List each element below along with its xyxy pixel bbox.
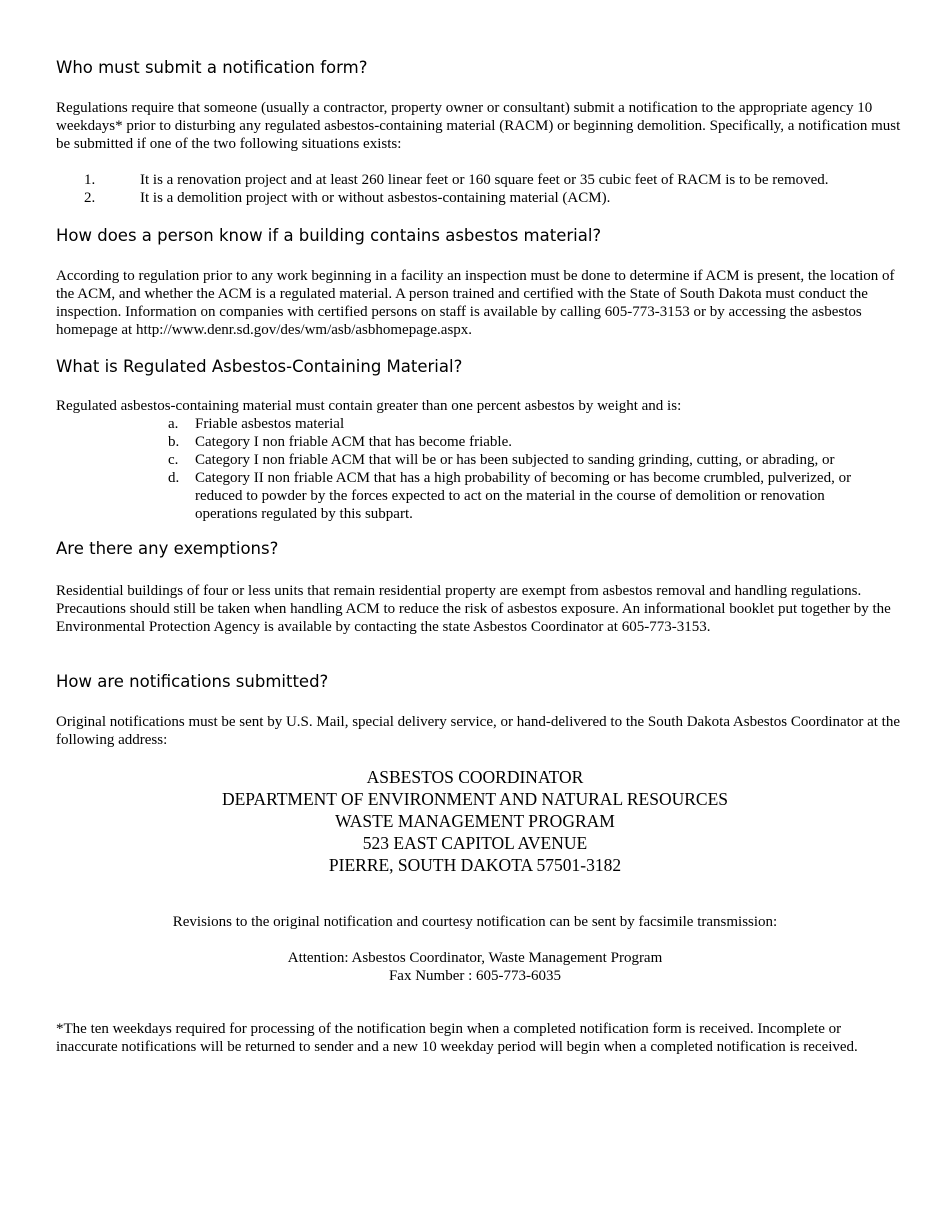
heading-who-must-submit: Who must submit a notification form? [56, 58, 368, 77]
address-line: ASBESTOS COORDINATOR [366, 767, 584, 787]
address-line: PIERRE, SOUTH DAKOTA 57501-3182 [328, 855, 622, 875]
exemptions-body: Residential buildings of four or less units that remain residential property are exempt from asbestos removal and handling regulations. Precautions should still be taken when handling ACM to reduce the risk of asbestos exposure. An informational booklet put together by the Environmental Protection Agency is available by contacting the state Asbestos Coordinator at 605-773-3153. [56, 583, 891, 635]
heading-exemptions: Are there any exemptions? [56, 539, 279, 558]
address-line: DEPARTMENT OF ENVIRONMENT AND NATURAL RESOURCES [221, 789, 728, 809]
fax-intro: Revisions to the original notification and courtesy notification can be sent by facsimile transmission: [172, 914, 778, 930]
list-item-letter: b. [168, 434, 180, 450]
heading-how-submitted: How are notifications submitted? [56, 672, 329, 691]
list-item-text: It is a renovation project and at least 260 linear feet or 160 square feet or 35 cubic feet of RACM is to be removed. [140, 172, 829, 188]
who-must-submit-body: Regulations require that someone (usually a contractor, property owner or consultant) submit a notification to the appropriate agency 10 weekdays* prior to disturbing any regulated asbestos-containing material (RACM) or beginning demolition. Specifically, a notification must be submitted if one of the two following situations exists: [56, 100, 901, 152]
fax-attention: Attention: Asbestos Coordinator, Waste Management Program [287, 950, 663, 966]
address-line: 523 EAST CAPITOL AVENUE [362, 833, 588, 853]
mailing-address [56, 766, 894, 876]
list-item-letter: c. [168, 452, 179, 468]
list-item-letter: a. [168, 416, 179, 432]
list-item-text: It is a demolition project with or without asbestos-containing material (ACM). [140, 190, 611, 206]
list-item [56, 189, 896, 207]
list-item-number: 2. [84, 190, 96, 206]
regulated-material-body: Regulated asbestos-containing material must contain greater than one percent asbestos by weight and is: [56, 398, 682, 414]
address-line: WASTE MANAGEMENT PROGRAM [335, 811, 615, 831]
list-item-text: Category I non friable ACM that will be or has been subjected to sanding grinding, cutting, or abrading, or [195, 452, 835, 468]
list-item-text: Friable asbestos material [195, 416, 345, 432]
footnote: *The ten weekdays required for processing of the notification begin when a completed notification form is received. Incomplete or inaccurate notifications will be returned to sender and a new 10 weekday period will begin when a completed notification is received. [56, 1021, 858, 1055]
list-item-letter: d. [168, 470, 180, 486]
heading-how-know: How does a person know if a building contains asbestos material? [56, 226, 602, 245]
list-item-text: Category I non friable ACM that has become friable. [195, 434, 512, 450]
how-submitted-body: Original notifications must be sent by U.S. Mail, special delivery service, or hand-delivered to the South Dakota Asbestos Coordinator at the following address: [56, 714, 900, 748]
how-know-body: According to regulation prior to any work beginning in a facility an inspection must be done to determine if ACM is present, the location of the ACM, and whether the ACM is a regulated material. A person trained and certified with the State of South Dakota must conduct the inspection. Information on companies with certified persons on staff is available by calling 605-773-3153 or by accessing the asbestos homepage at http://www.denr.sd.gov/des/wm/asb/asbhomepage.aspx. [56, 268, 895, 338]
list-item-number: 1. [84, 172, 96, 188]
heading-regulated-material: What is Regulated Asbestos-Containing Material? [56, 357, 463, 376]
list-item-text: Category II non friable ACM that has a high probability of becoming or has become crumbled, pulverized, or reduced to powder by the forces expected to act on the material in the course of demolition or renovation operations regulated by this subpart. [195, 470, 852, 522]
list-item [56, 171, 896, 189]
fax-number: Fax Number : 605-773-6035 [388, 968, 562, 984]
